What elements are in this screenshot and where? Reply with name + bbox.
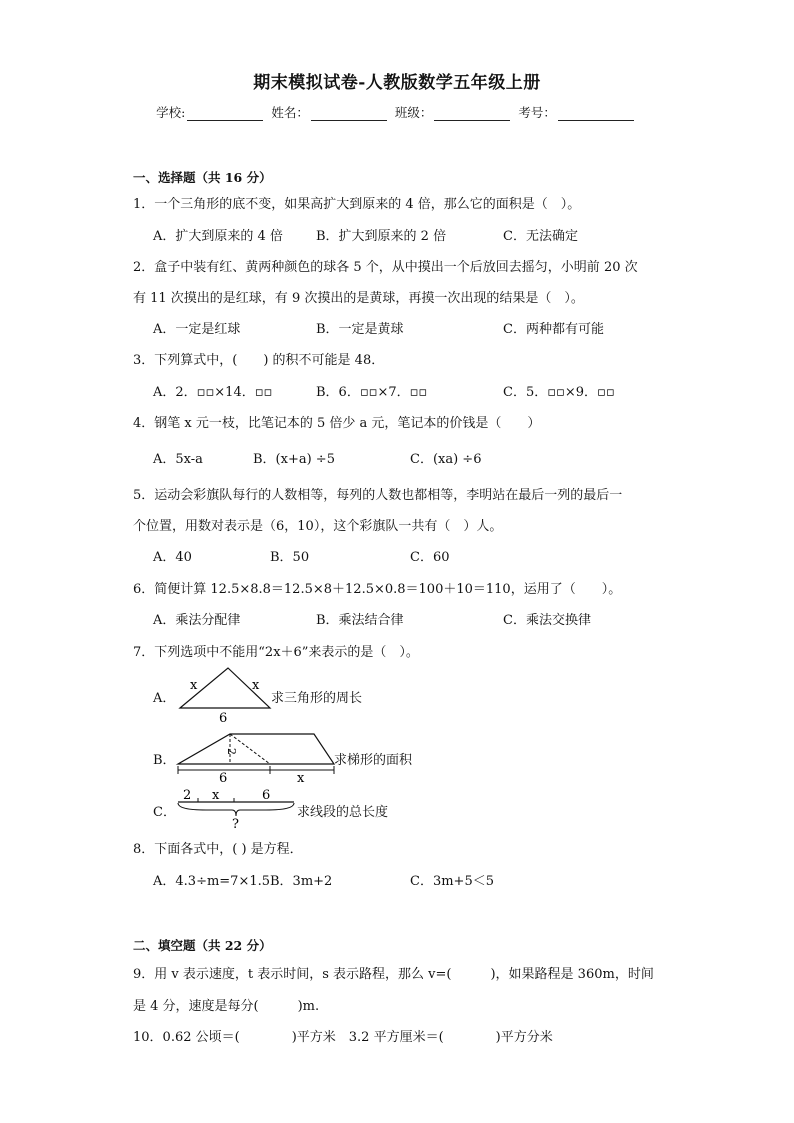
question-8: 8．下面各式中，( ) 是方程． [133,842,303,857]
figure-b-caption: 求梯形的面积 [334,753,413,768]
option-a[interactable]: A．乘法分配律 [153,613,241,628]
question-2-line-2: 有 11 次摸出的是红球，有 9 次摸出的是黄球，再摸一次出现的结果是（ ）。 [133,291,584,306]
trapezoid-extra-label: x [297,771,305,786]
option-a[interactable]: A．扩大到原来的 4 倍 [153,229,283,244]
figure-c-letter[interactable]: C． [153,805,176,820]
option-b[interactable]: B．乘法结合律 [316,613,404,628]
class-blank[interactable] [434,108,510,121]
option-a[interactable]: A．40 [153,550,192,565]
question-3: 3．下列算式中，( ) 的积不可能是 48． [133,353,385,368]
segment-total-label: ? [232,817,239,832]
option-c[interactable]: C．两种都有可能 [503,322,604,337]
question-9-line-1: 9．用 v 表示速度，t 表示时间，s 表示路程，那么 v=( )，如果路程是 360m，时间 [133,967,654,982]
option-c[interactable]: C．(xa) ÷6 [410,452,482,467]
option-c[interactable]: C．5．▫▫×9．▫▫ [503,385,615,400]
triangle-figure [170,664,280,724]
class-label: 班级： [394,105,433,120]
option-c[interactable]: C．乘法交换律 [503,613,591,628]
question-2-line-1: 2．盒子中装有红、黄两种颜色的球各 5 个，从中摸出一个后放回去摇匀，小明前 20 次 [133,260,638,275]
question-5-line-1: 5．运动会彩旗队每行的人数相等，每列的人数也都相等，李明站在最后一列的最后一 [133,488,623,503]
question-9-line-2: 是 4 分，速度是每分( )m. [133,999,320,1014]
name-label: 姓名： [271,105,309,120]
option-c[interactable]: C．3m+5＜5 [410,874,494,889]
name-blank[interactable] [311,108,387,121]
option-b[interactable]: B．6．▫▫×7．▫▫ [316,385,428,400]
school-label: 学校: [156,105,186,120]
question-5-line-2: 个位置，用数对表示是（6，10），这个彩旗队一共有（ ）人。 [133,519,503,534]
question-10: 10．0.62 公顷＝( )平方米 3.2 平方厘米＝( )平方分米 [133,1030,553,1045]
figure-c-caption: 求线段的总长度 [297,805,389,820]
option-b[interactable]: B．3m+2 [270,874,333,889]
option-a[interactable]: A．一定是红球 [153,322,241,337]
option-c[interactable]: C．60 [410,550,450,565]
option-b[interactable]: B．一定是黄球 [316,322,404,337]
option-a[interactable]: A．2．▫▫×14．▫▫ [153,385,273,400]
student-info-row [0,103,794,121]
option-b[interactable]: B．扩大到原来的 2 倍 [316,229,447,244]
segment-figure [174,786,300,832]
exam-no-blank[interactable] [558,108,634,121]
section-choice-title: 一、选择题（共 16 分） [133,170,272,185]
question-7: 7．下列选项中不能用“2x＋6”来表示的是（ ）。 [133,645,419,660]
triangle-side-label: x [190,678,198,693]
trapezoid-height-label: 2 [225,748,238,755]
option-a[interactable]: A．4.3÷m=7×1.5 [153,874,271,889]
option-b[interactable]: B．(x+a) ÷5 [253,452,335,467]
segment-label: x [212,788,220,803]
page-title: 期末模拟试卷-人教版数学五年级上册 [253,73,541,93]
figure-a-caption: 求三角形的周长 [271,691,363,706]
question-1: 1．一个三角形的底不变，如果高扩大到原来的 4 倍，那么它的面积是（ ）。 [133,197,581,212]
option-c[interactable]: C．无法确定 [503,229,578,244]
trapezoid-base-label: 6 [219,771,228,786]
triangle-side-label: x [252,678,260,693]
section-fill-title: 二、填空题（共 22 分） [133,938,272,953]
segment-label: 6 [262,788,271,803]
option-a[interactable]: A．5x-a [153,452,203,467]
figure-b-letter[interactable]: B． [153,753,176,768]
question-6: 6．简便计算 12.5×8.8＝12.5×8＋12.5×0.8＝100＋10＝110，运用了（ ）。 [133,582,622,597]
triangle-base-label: 6 [219,711,228,724]
exam-no-label: 考号： [518,105,556,120]
segment-label: 2 [183,788,192,803]
figure-a-letter[interactable]: A． [153,691,176,706]
school-blank[interactable] [187,108,263,121]
question-4: 4．钢笔 x 元一枝，比笔记本的 5 倍少 a 元，笔记本的价钱是（ ） [133,416,541,431]
option-b[interactable]: B．50 [270,550,310,565]
trapezoid-figure [172,728,342,786]
